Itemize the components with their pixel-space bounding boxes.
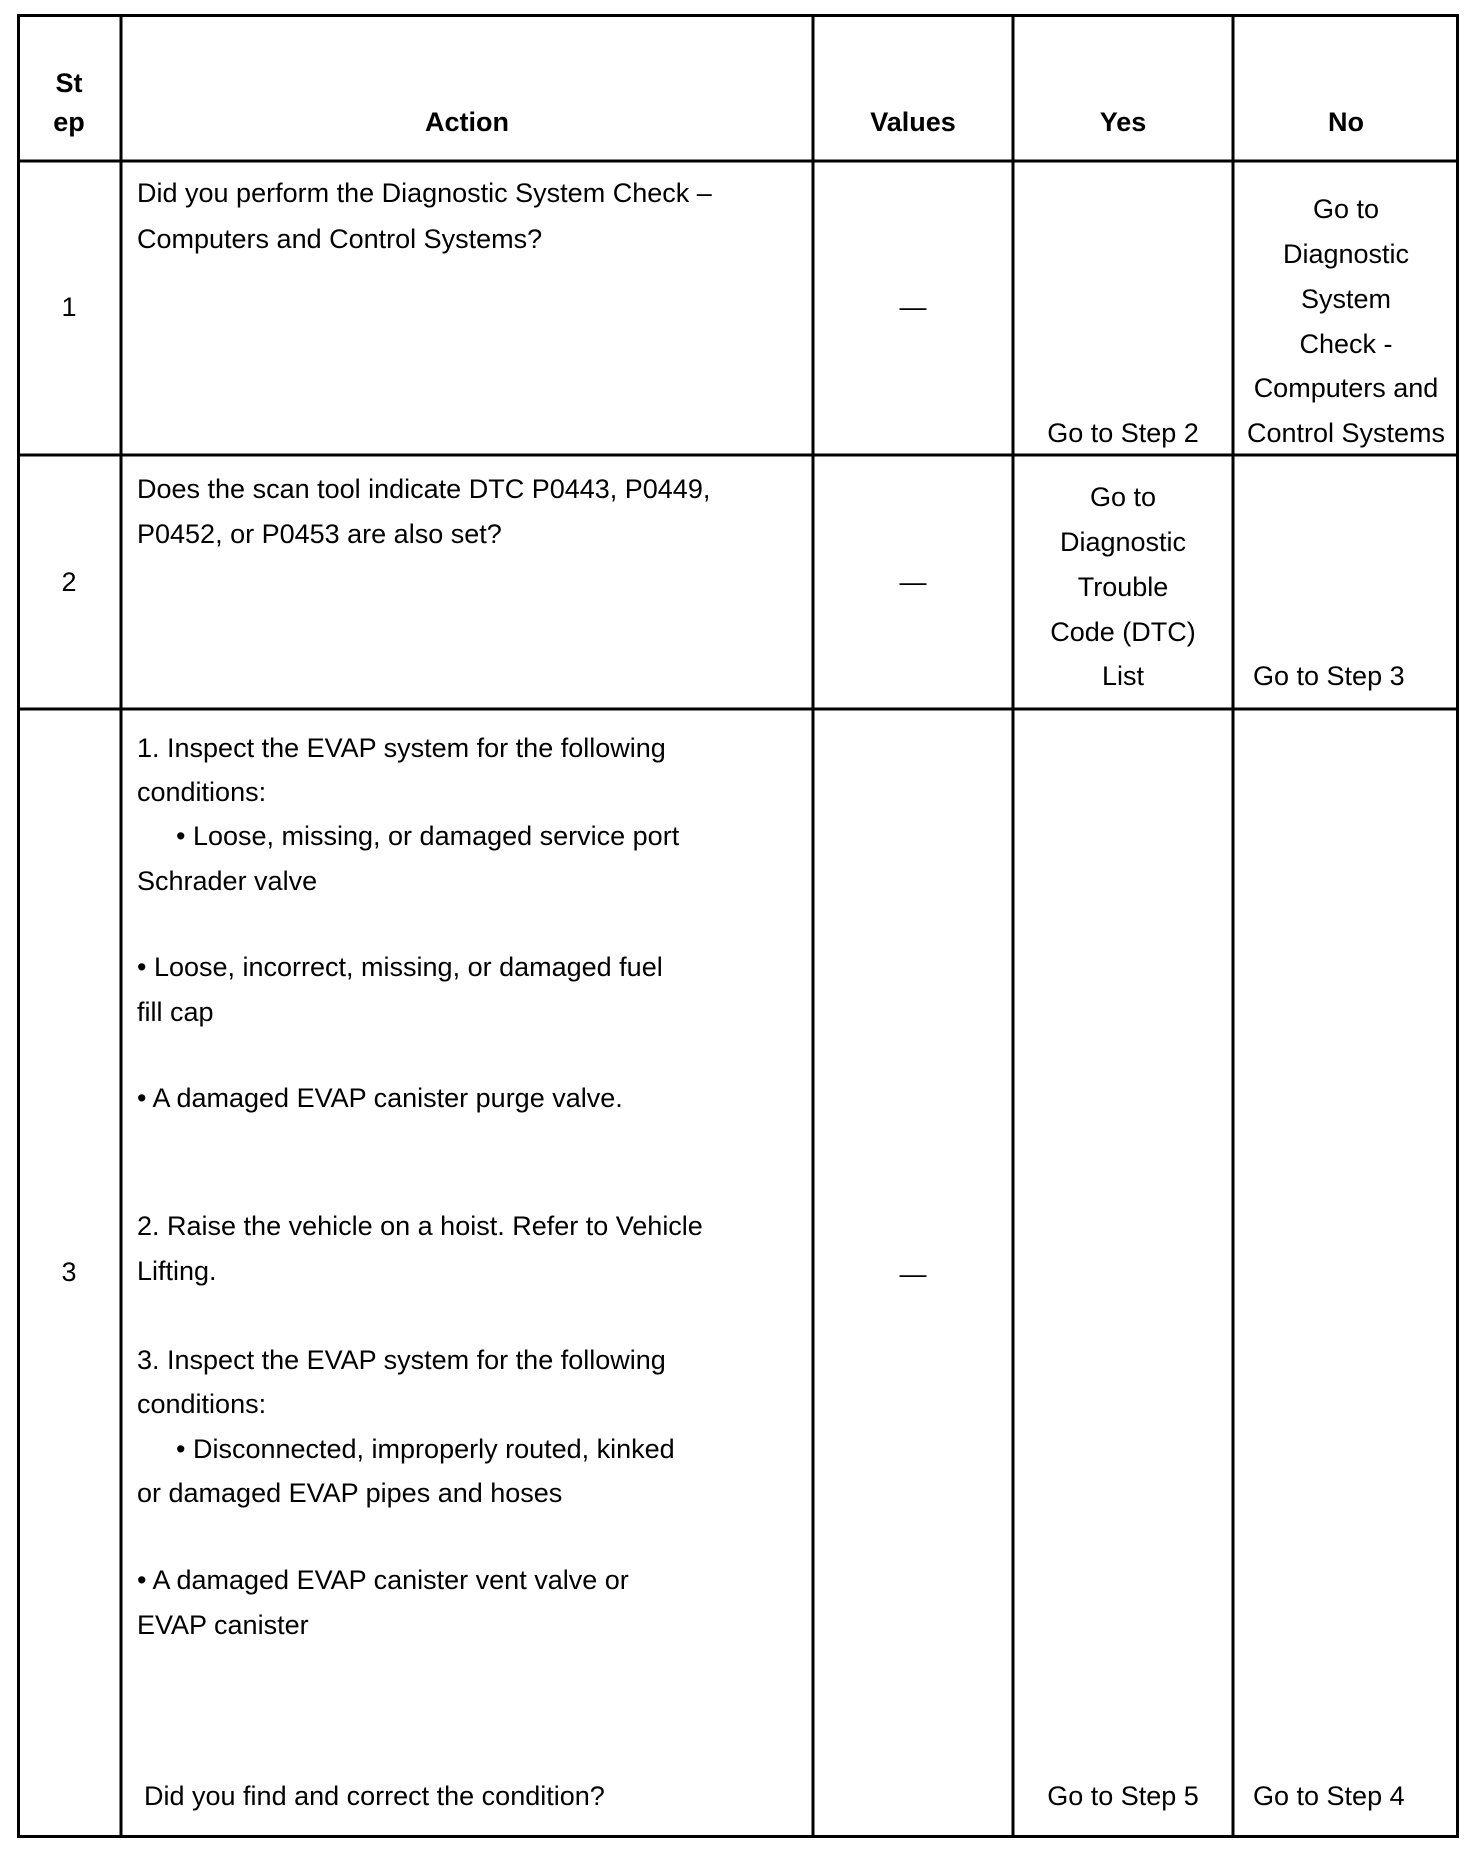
action-line: EVAP canister xyxy=(137,1610,309,1640)
no-text-line: Go to xyxy=(1312,194,1380,224)
value-dash: — xyxy=(899,567,927,597)
action-line: Lifting. xyxy=(137,1256,217,1286)
action-line: Schrader valve xyxy=(137,866,318,896)
no-text: Go to Step 3 xyxy=(1253,661,1405,691)
action-bullet-line: • Disconnected, improperly routed, kinked xyxy=(176,1434,675,1464)
yes-text-line: List xyxy=(1101,661,1145,691)
step-number: 3 xyxy=(61,1257,77,1287)
action-line: Computers and Control Systems? xyxy=(137,224,543,254)
diagnostic-table xyxy=(17,14,1459,1838)
action-bullet-line: • A damaged EVAP canister vent valve or xyxy=(137,1565,629,1595)
action-line: conditions: xyxy=(137,777,267,807)
no-text-line: Computers and xyxy=(1253,373,1439,403)
action-bullet-line: • Loose, incorrect, missing, or damaged fuel xyxy=(137,952,663,982)
header-values: Values xyxy=(870,107,956,137)
action-line: Does the scan tool indicate DTC P0443, P0449, xyxy=(137,474,711,504)
action-line: P0452, or P0453 are also set? xyxy=(137,519,502,549)
action-line: 2. Raise the vehicle on a hoist. Refer to Vehicle xyxy=(137,1211,703,1241)
step-number: 2 xyxy=(61,567,77,597)
action-line: or damaged EVAP pipes and hoses xyxy=(137,1478,563,1508)
header-action: Action xyxy=(425,107,509,137)
action-line: 1. Inspect the EVAP system for the following xyxy=(137,733,666,763)
yes-text: Go to Step 2 xyxy=(1047,418,1199,448)
header-no: No xyxy=(1328,107,1364,137)
no-text-line: Diagnostic xyxy=(1282,239,1410,269)
action-question: Did you find and correct the condition? xyxy=(144,1781,605,1811)
action-line: fill cap xyxy=(137,997,214,1027)
header-yes: Yes xyxy=(1099,107,1147,137)
no-text-line: System xyxy=(1300,284,1392,314)
no-text-line: Control Systems xyxy=(1246,418,1446,448)
action-line: conditions: xyxy=(137,1389,267,1419)
yes-text: Go to Step 5 xyxy=(1047,1781,1199,1811)
yes-text-line: Trouble xyxy=(1077,572,1169,602)
action-line: Did you perform the Diagnostic System Check – xyxy=(137,178,712,208)
header-step-line-2: ep xyxy=(53,107,85,137)
no-text-line: Check - xyxy=(1299,329,1393,359)
no-text: Go to Step 4 xyxy=(1253,1781,1405,1811)
yes-text-line: Diagnostic xyxy=(1059,527,1187,557)
yes-text-line: Code (DTC) xyxy=(1050,617,1196,647)
action-line: 3. Inspect the EVAP system for the following xyxy=(137,1345,666,1375)
yes-text-line: Go to xyxy=(1089,482,1157,512)
action-bullet-line: • A damaged EVAP canister purge valve. xyxy=(137,1083,623,1113)
step-number: 1 xyxy=(61,292,77,322)
value-dash: — xyxy=(899,292,927,322)
value-dash: — xyxy=(899,1259,927,1289)
action-bullet-line: • Loose, missing, or damaged service port xyxy=(176,821,680,851)
header-step-line-1: St xyxy=(55,68,83,98)
